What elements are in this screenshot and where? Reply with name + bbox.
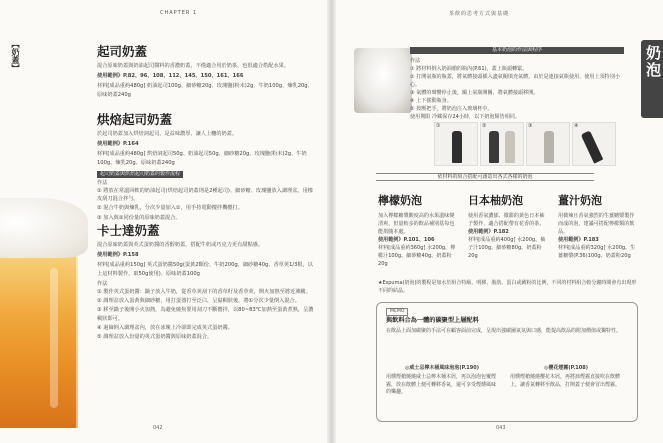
ginger-foam-section bbox=[558, 194, 638, 260]
cheese-section bbox=[97, 44, 315, 101]
siphon-bottle bbox=[544, 131, 554, 163]
yuzu-usage: 使用範例》P.182 bbox=[468, 229, 509, 235]
foam-step: ② 打開氣瓶的瓶蓋，將氣體接頭插入盡氣閥填充氣體，由於是連接氣瓶使用，使用上須特別小心。 bbox=[410, 74, 620, 88]
memo-sakura-title: ◎櫻花煙霧(P.108) bbox=[543, 365, 589, 371]
combination-band: 依材料的組合搭配可創造出各式各樣的奶泡 bbox=[376, 173, 594, 181]
memo-heading: 與飲料合為一體的碳聚型上層配料 bbox=[386, 317, 479, 324]
side-tab-milk-cap: 【奶蓋】 bbox=[11, 40, 20, 72]
custard-title: 卡士達奶蓋 bbox=[97, 223, 160, 238]
baked-desc: 於起司奶蓋加入烘焙詞起司，是益味濃厚，讓人上癮的奶蓋。 bbox=[97, 131, 238, 137]
cheese-title: 起司奶蓋 bbox=[97, 44, 148, 59]
page-number-right: 043 bbox=[496, 425, 506, 431]
process-photo-strip bbox=[434, 122, 615, 166]
tea-layer bbox=[0, 253, 78, 428]
foam-step: ③ 氣體的聲響停止後，關上氣瓶開關，將氣體接頭移開。 bbox=[410, 90, 539, 96]
process-photo bbox=[434, 122, 478, 166]
custard-materials: 材料[成品重約150g] 英式蛋奶醬50g(蛋黃2顆份、牛奶200g、細砂糖40g、香草莢1/3根，以上這材料製作，取50g使用)、原味奶蓋100g bbox=[97, 262, 313, 277]
cheese-materials: 材料[成品重約480g] 奶油起司100g、細砂糖20g、玫瑰鹽(粉末)2g、牛奶100g、煉乳20g、原味奶蓋240g bbox=[97, 83, 313, 98]
memo-sakura-body: 用燻煙槍燒燒櫻花木屑，再將該煙霧直接吹在飲體上，讓香氣轉移至飲品，打開蓋子便會冒出煙霧。 bbox=[510, 373, 621, 388]
photo-number: ② bbox=[482, 123, 487, 129]
baked-step: ③ 加入與②同份量的原味奶蓋混合。 bbox=[97, 214, 181, 221]
glass-highlight bbox=[50, 268, 58, 408]
foam-layer bbox=[0, 198, 88, 258]
photo-number: ① bbox=[436, 123, 441, 129]
custard-step: ① 製作英式蛋奶醬：鍋子放入牛奶，從香草莢刮下的香草籽及香草莢，開火加熱至將近沸騰。 bbox=[97, 289, 311, 296]
espuma-note: ★Espuma(奶泡)的製程是加水於組合特級、明膠、脂肪、蛋白或澱粉的比例，不同的材料組合較分鐘時間會有出現形不同的結晶。 bbox=[378, 280, 637, 294]
baked-materials: 材料[成品重約480g] 烘焙詞起司50g、奶油起司50g、細砂糖20g、玫瑰鹽(粉末)2g、牛奶100g、煉乳20g、原味奶蓋240g bbox=[97, 151, 307, 166]
ginger-usage: 使用範例》P.183 bbox=[558, 237, 599, 243]
ginger-desc: 用微辣且香氣強烈的生薑糖漿製作而成的泡，建議可搭配檸檬類的飲品。 bbox=[558, 213, 635, 235]
side-tab-foam-label: 奶泡 bbox=[644, 45, 662, 79]
process-photo bbox=[572, 122, 616, 166]
foam-expiry: 使用期限 冷藏保存24小時，以下奶泡類皆相同。 bbox=[410, 114, 520, 120]
custard-desc: 混合原味奶蓋與英式蛋奶醬的香醇奶蓋，搭配牛奶或巧克力更有甜點感。 bbox=[97, 242, 264, 248]
basic-foam-steps bbox=[410, 47, 624, 187]
cheese-desc: 混合原味奶蓋與奶油起司醬料的香濃奶蓋，不僅適合用於奶茶，也很適合搭配水果。 bbox=[97, 63, 289, 69]
custard-step: ③ 移至鍋子後開小火加熱，為避免燒焦要用刮刀不斷攪拌，以80~83℃加熱至蛋黃煮熟，呈濃稠狀即可。 bbox=[97, 307, 314, 322]
running-head-right: 茶飲的思考方式與基礎 bbox=[449, 11, 510, 17]
lemon-title: 檸檬奶泡 bbox=[378, 194, 422, 207]
yuzu-materials: 材料[成品重約400g] 水200g、柚子汁100g、細砂糖80g、奶蓋粉20g bbox=[468, 237, 546, 259]
lemon-foam-section bbox=[378, 194, 458, 268]
baked-method-label: 作法 bbox=[97, 179, 108, 186]
process-photo bbox=[526, 122, 570, 166]
foam-step: ④ 上下搖動瓶身。 bbox=[410, 98, 452, 104]
memo-body: 在飲品上面加碳聚的手法可在顧客面前完成，呈現出強碳圖氣氛與口感，能提高飲品的附加價值或獨特性。 bbox=[386, 327, 622, 334]
steps-list bbox=[410, 54, 624, 121]
lemon-desc: 加入檸檬糖漿酸度高的水果溫味變清爽，但量較多的飲品補別基每也能墨隨本處。 bbox=[378, 213, 455, 235]
memo-whisky-title: ◎威士忌檸木桶風味泡泡(P.190) bbox=[404, 365, 480, 371]
custard-step: ② 調理盆放入蛋黃與細砂糖，用打蛋器打至泛白，呈黏稠狀後，將①分次少量倒入混合。 bbox=[97, 298, 300, 305]
lemon-materials: 材料[成品重約360g] 水200g、檸檬汁100g、細砂糖40g、奶蓋粉20g bbox=[378, 245, 456, 267]
gas-canister bbox=[489, 131, 499, 163]
method-label: 作法 bbox=[410, 58, 421, 64]
left-page bbox=[0, 0, 330, 443]
yuzu-title: 日本柚奶泡 bbox=[468, 194, 523, 207]
foam-step: ① 將材料倒入奶油槍的瓶內(P.61)，蓋上瓶頭轉緊。 bbox=[410, 66, 528, 72]
side-tab-foam bbox=[641, 40, 663, 118]
page-number-left: 042 bbox=[153, 425, 163, 431]
memo-whisky bbox=[386, 365, 498, 397]
memo-sakura bbox=[510, 365, 622, 389]
ginger-materials: 材料[成品重約320g] 水200g、生薑糖漿(P.36)100g、奶蓋粉20g bbox=[558, 245, 636, 259]
ginger-title: 薑汁奶泡 bbox=[558, 194, 602, 207]
yuzu-foam-section bbox=[468, 194, 548, 260]
lemon-usage: 使用範例》P.101、106 bbox=[378, 237, 435, 243]
steps-title: 基本奶泡的作法與程序 bbox=[410, 47, 624, 54]
custard-step: ④ 過篩倒入調理盆內，放在冰塊上冷卻即完成英式蛋奶醬。 bbox=[97, 324, 233, 331]
process-photo bbox=[480, 122, 524, 166]
baked-cheese-section bbox=[97, 112, 315, 223]
method-bar: 起司奶蓋與烘焙起司奶蓋的製作流程 bbox=[97, 171, 183, 178]
photo-number: ③ bbox=[528, 123, 533, 129]
siphon-bottle bbox=[505, 131, 515, 163]
custard-step: ⑤ 調理盆放入份量的英式蛋奶醬與原味奶蓋混合。 bbox=[97, 334, 213, 341]
foam-step: ⑤ 按壓把手，將奶泡注入玻璃杯中。 bbox=[410, 106, 493, 112]
baked-usage: 使用範例》P.164 bbox=[97, 141, 139, 148]
foam-glass-photo bbox=[354, 48, 412, 113]
memo-tag: MEMO bbox=[386, 308, 408, 316]
photo-number: ④ bbox=[574, 123, 579, 129]
yuzu-desc: 使用香氣濃郁、微甜的黃色日本柚子製作，適合搭配帶有花香的茶。 bbox=[468, 213, 545, 227]
custard-usage: 使用範例》P.158 bbox=[97, 252, 139, 259]
siphon-bottle bbox=[581, 130, 604, 163]
running-head-left: CHAPTER 1 bbox=[160, 10, 198, 16]
right-page bbox=[334, 0, 663, 443]
baked-title: 烘焙起司奶蓋 bbox=[97, 112, 173, 127]
custard-section bbox=[97, 223, 315, 342]
custard-method-label: 作法 bbox=[97, 280, 108, 287]
baked-step: ② 混合牛奶與煉乳，分次少量加入①，用手持電動攪拌機攪打。 bbox=[97, 205, 243, 212]
memo-whisky-body: 用燻煙槍燒燒威士忌檸木桶木屑，再以泡泡包覆煙霧，放在飲體上便可轉移香氣，還可享受煙燻風味的樂趣。 bbox=[386, 373, 497, 396]
milk-cap-tea-photo bbox=[0, 198, 88, 428]
memo-box bbox=[376, 302, 638, 422]
baked-step: ① 將放在常溫回軟的奶油起司(烘焙起司奶蓋則是2種起司)、細砂糖、玫瑰鹽放入調理盆，用橡皮刮刀混合拌勻。 bbox=[97, 188, 313, 203]
siphon-bottle bbox=[452, 131, 462, 163]
cheese-usage: 使用範例》P.82、96、108、112、145、150、161、166 bbox=[97, 73, 244, 80]
